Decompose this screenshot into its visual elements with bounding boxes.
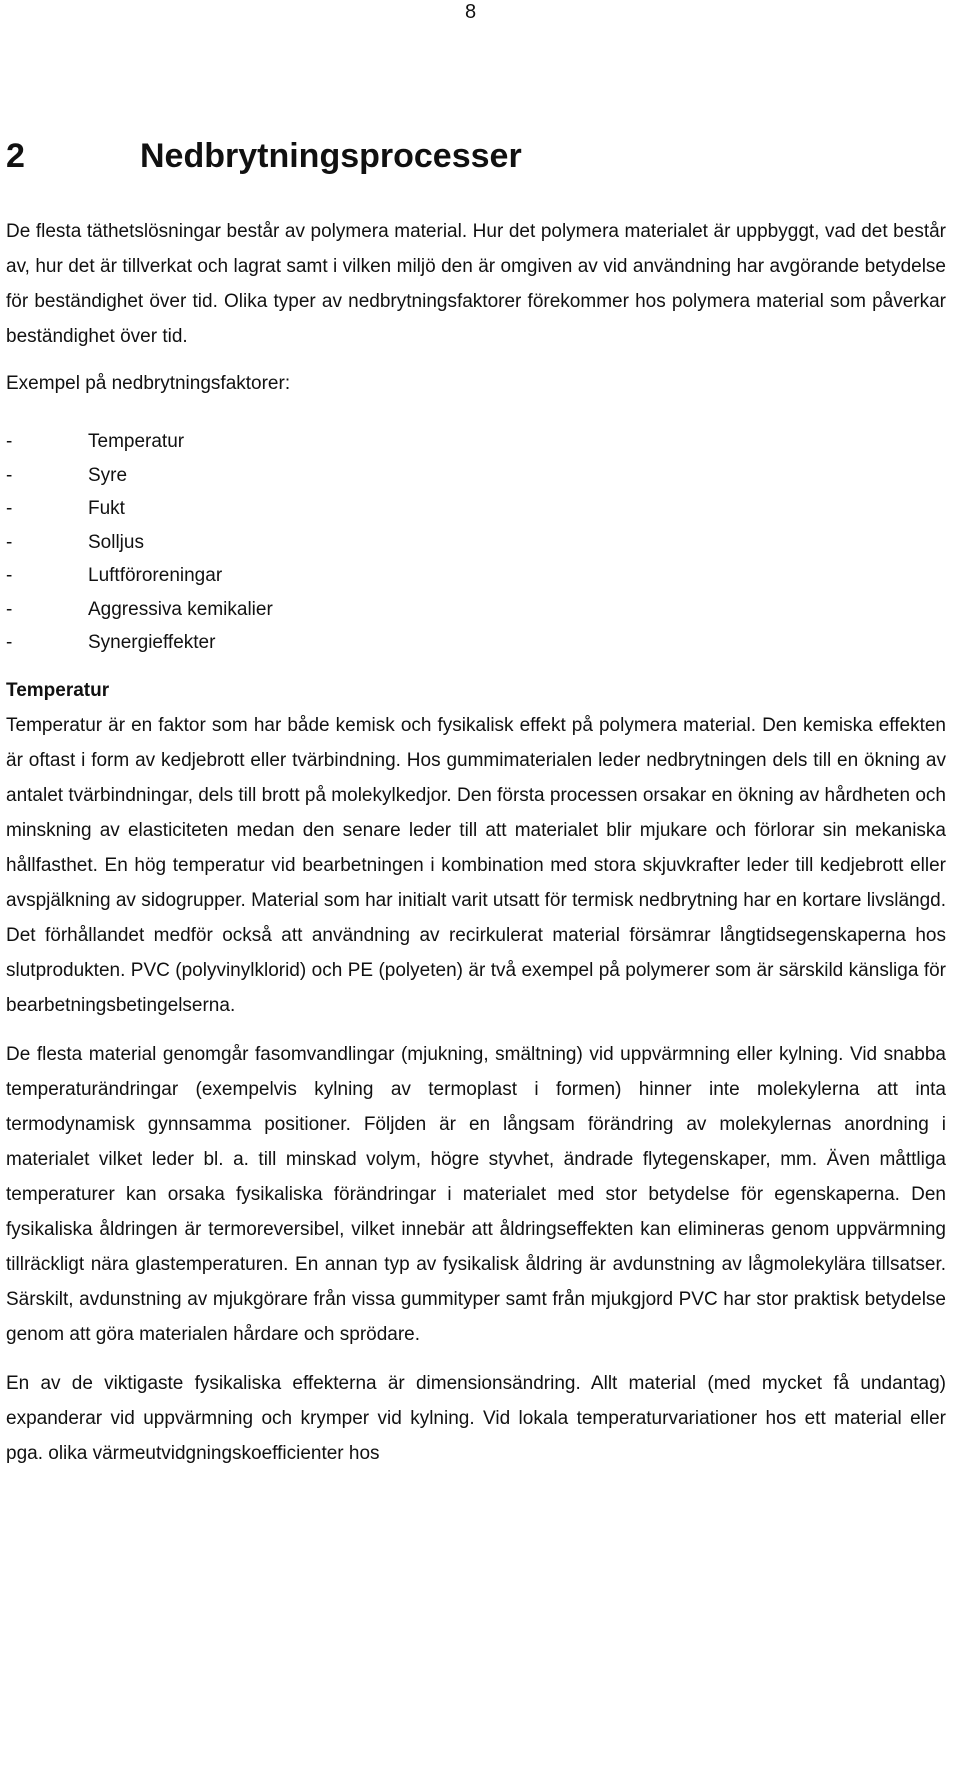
chapter-title: Nedbrytningsprocesser: [140, 137, 522, 175]
list-item-label: Synergieffekter: [88, 632, 216, 653]
list-item-label: Luftföroreningar: [88, 565, 223, 586]
chapter-number: 2: [6, 137, 25, 175]
list-item: [6, 459, 946, 493]
temperature-paragraph-1: Temperatur är en faktor som har både kemisk och fysikalisk effekt på polymera material. Den kemiska effekten är oftast i form av kedjebrott eller tvärbindning. Hos gummimaterialen leder nedbrytningen dels till en ökning av antalet tvärbindningar, dels till brott på molekylkedjor. Den första processen orsakar en ökning av hårdheten och minskning av elasticiteten medan den senare leder till att materialet blir mjukare och förlorar sin mekaniska hållfasthet. En hög temperatur vid bearbetningen i kombination med stora skjuvkrafter leder till kedjebrott eller avspjälkning av sidogrupper. Material som har initialt varit utsatt för termisk nedbrytning har en kortare livslängd. Det förhållandet medför också att användning av recirkulerat material försämrar långtidsegenskaperna hos slutprodukten. PVC (polyvinylklorid) och PE (polyeten) är två exempel på polymerer som är särskild känsliga för bearbetningsbetingelserna.: [6, 714, 946, 1016]
list-item-label: Solljus: [88, 531, 144, 553]
list-item-label: Syre: [88, 464, 128, 486]
list-item-label: Fukt: [88, 498, 125, 519]
chapter-heading: [6, 136, 522, 176]
list-item: [6, 626, 946, 660]
list-item-label: Aggressiva kemikalier: [88, 598, 273, 620]
list-item: [6, 593, 946, 627]
page-number: 8: [465, 1, 477, 23]
intro-paragraph: De flesta täthetslösningar består av polymera material. Hur det polymera materialet är uppbyggt, vad det består av, hur det är tillverkat och lagrat samt i vilken miljö den är omgiven av vid användning har avgörande betydelse för beständighet över tid. Olika typer av nedbrytningsfaktorer förekommer hos polymera material som påverkar beständighet över tid.: [6, 221, 946, 347]
list-item: [6, 425, 946, 459]
list-item: [6, 492, 946, 526]
list-bullet: -: [6, 431, 13, 452]
section-heading-temperatur: Temperatur: [6, 679, 110, 701]
factor-list: [6, 425, 946, 660]
list-bullet: -: [6, 632, 13, 653]
list-bullet: -: [6, 464, 13, 486]
list-bullet: -: [6, 598, 13, 620]
examples-intro: Exempel på nedbrytningsfaktorer:: [6, 373, 291, 394]
list-bullet: -: [6, 498, 13, 519]
list-item: [6, 526, 946, 560]
list-item-label: Temperatur: [88, 431, 185, 452]
list-bullet: -: [6, 565, 13, 586]
page-content: [6, 214, 946, 1471]
temperature-paragraph-3: En av de viktigaste fysikaliska effekterna är dimensionsändring. Allt material (med mycket få undantag) expanderar vid uppvärmning och krymper vid kylning. Vid lokala temperaturvariationer hos ett material eller pga. olika värmeutvidgningskoefficienter hos: [6, 1372, 946, 1464]
temperature-paragraph-2: De flesta material genomgår fasomvandlingar (mjukning, smältning) vid uppvärmning eller kylning. Vid snabba temperaturändringar (exempelvis kylning av termoplast i formen) hinner inte molekylerna att inta termodynamisk gynnsamma positioner. Följden är en långsam förändring av molekylernas anordning i materialet vilket leder bl. a. till minskad volym, högre styvhet, ändrade flytegenskaper, mm. Även måttliga temperaturer kan orsaka fysikaliska förändringar i materialet med stor betydelse för egenskaperna. Den fysikaliska åldringen är termoreversibel, vilket innebär att åldringseffekten kan elimineras genom uppvärmning tillräckligt nära glastemperaturen. En annan typ av fysikalisk åldring är avdunstning av lågmolekylära tillsatser. Särskilt, avdunstning av mjukgörare från vissa gummityper samt från mjukgjord PVC har stor praktisk betydelse genom att göra materialen hårdare och sprödare.: [6, 1043, 946, 1345]
list-item: [6, 559, 946, 593]
list-bullet: -: [6, 531, 13, 553]
